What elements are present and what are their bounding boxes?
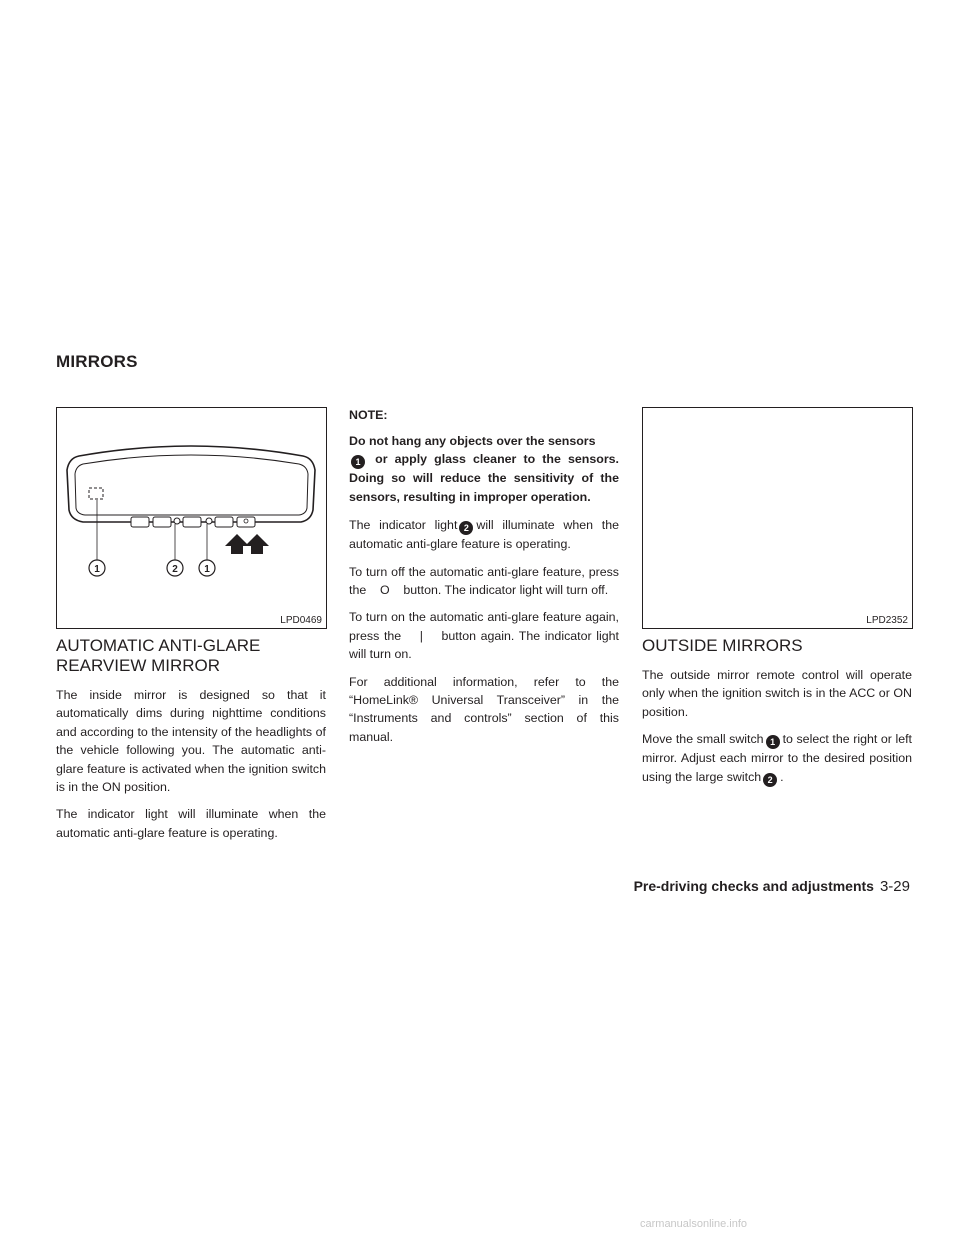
- paragraph: The outside mirror remote control will operate only when the ignition switch is in the ACC or ON position.: [642, 668, 912, 719]
- paragraph: The indicator light will illuminate when the automatic anti-glare feature is operating.: [56, 807, 326, 840]
- column-3: [642, 636, 912, 796]
- rearview-mirror-illustration: [57, 408, 326, 628]
- note-text: or apply glass cleaner to the sensors. Doing so will reduce the sensitivity of the sensors, resulting in improper operation.: [349, 452, 619, 504]
- column-2: [349, 408, 623, 755]
- column-1: [56, 636, 326, 851]
- paragraph: For additional information, refer to the “HomeLink® Universal Transceiver” in the “Instruments and controls” section of this manual.: [349, 674, 619, 744]
- callout-badge: 1: [766, 735, 780, 749]
- text: .: [780, 769, 784, 784]
- callout-label: 1: [94, 564, 100, 575]
- watermark: carmanualsonline.info: [640, 1218, 748, 1230]
- heading-line: AUTOMATIC ANTI-GLARE: [56, 636, 261, 655]
- heading-line: REARVIEW MIRROR: [56, 656, 221, 675]
- text: Move the small switch: [642, 732, 764, 747]
- paragraph: [349, 516, 619, 553]
- callout-badge: 2: [459, 521, 473, 535]
- arrow-up-icon: [245, 534, 269, 554]
- paragraph: [642, 730, 912, 786]
- figure-code: LPD0469: [280, 615, 322, 626]
- note-body: [349, 432, 619, 506]
- callout-badge: 2: [763, 773, 777, 787]
- paragraph: To turn on the automatic anti-glare feature again, press the | button again. The indicator light will turn on.: [349, 610, 623, 662]
- figure-code: LPD2352: [866, 615, 908, 626]
- arrow-up-icon: [225, 534, 249, 554]
- text: The indicator light: [349, 518, 458, 533]
- callout-label: 2: [172, 564, 178, 575]
- callout-label: 1: [204, 564, 210, 575]
- figure-rearview-mirror: [56, 407, 327, 629]
- sensor-marker: [89, 488, 103, 499]
- page-footer: [634, 878, 910, 895]
- text: will illuminate when the automatic anti-glare feature is operating.: [349, 518, 619, 552]
- page-number: 3-29: [879, 878, 910, 895]
- callout-badge: 1: [351, 455, 365, 469]
- section-title: MIRRORS: [56, 352, 138, 371]
- note-title: NOTE:: [349, 408, 388, 422]
- footer-section-label: Pre-driving checks and adjustments: [633, 878, 874, 894]
- heading-outside-mirrors: OUTSIDE MIRRORS: [642, 636, 803, 655]
- paragraph: The inside mirror is designed so that it automatically dims during nighttime conditions and according to the intensity of the headlights of the vehicle following you. The automatic anti-glare feature is activated when the ignition switch is in the ON position.: [56, 688, 326, 795]
- text: to select the right or left mirror. Adjust each mirror to the desired position using the large switch: [642, 732, 912, 784]
- heading-auto-anti-glare: [56, 636, 326, 676]
- figure-outside-mirror: [642, 407, 913, 629]
- note-text: Do not hang any objects over the sensors: [349, 434, 596, 448]
- paragraph: To turn off the automatic anti-glare feature, press the O button. The indicator light will turn off.: [349, 564, 623, 598]
